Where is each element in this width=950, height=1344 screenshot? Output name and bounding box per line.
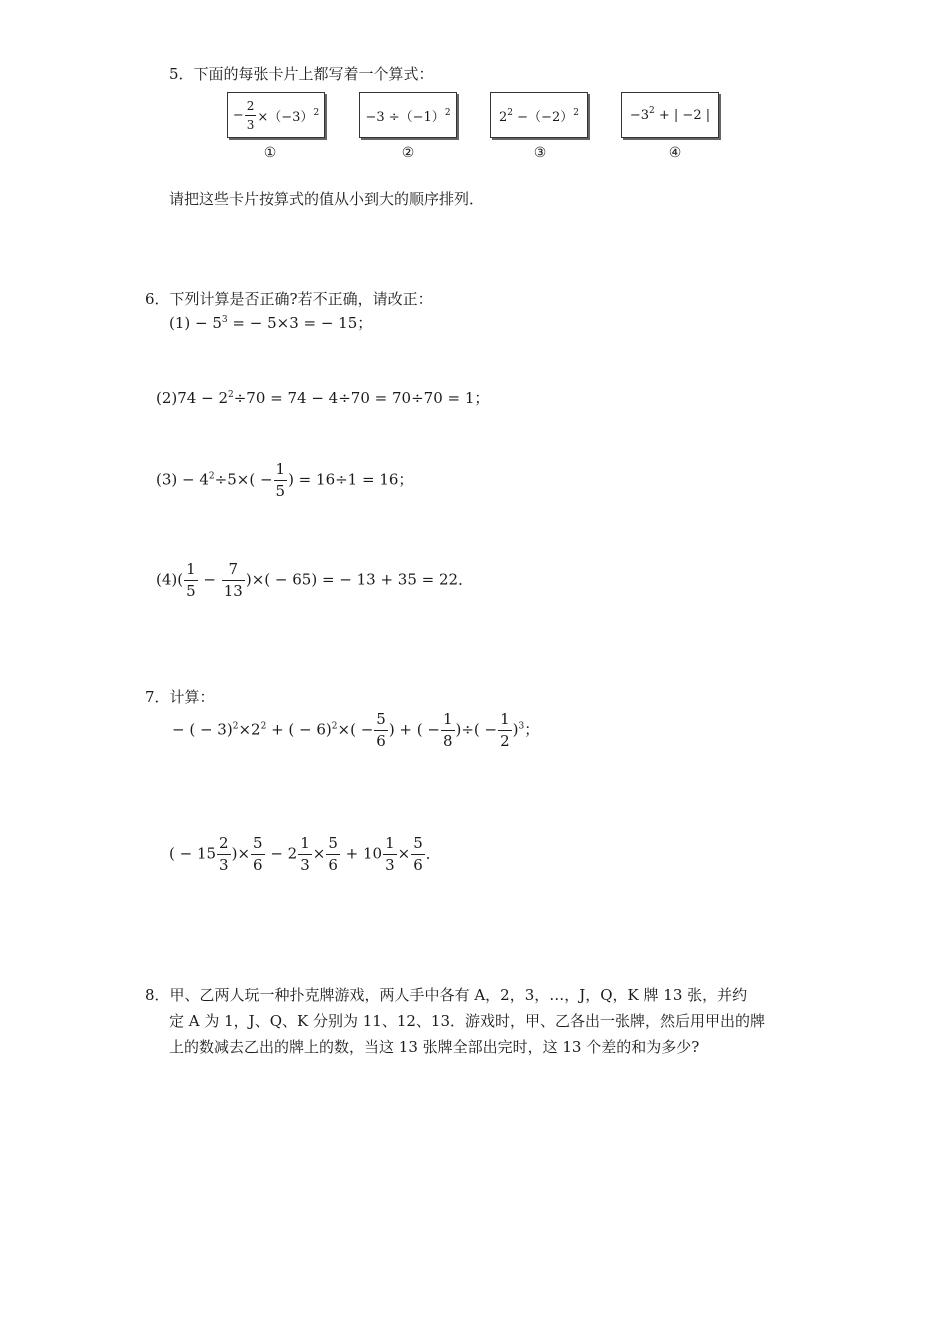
q6-item-4: (4)( $\frac{1}{5}$ − $\frac{7}{13}$ )×( − 65) = − 13 + 35 = 22．	[156, 560, 474, 600]
card-label-4: ④	[668, 145, 682, 161]
q7-prompt: 7．计算：	[145, 688, 215, 706]
q5-instruction: 请把这些卡片按算式的值从小到大的顺序排列．	[169, 190, 485, 208]
card-2: $-3 \div(-1)^2$	[359, 92, 457, 138]
q6-item-1: $(1) - 5^3$ = − 5×3 = − 15；	[169, 314, 373, 332]
q5-prompt: 5．下面的每张卡片上都写着一个算式：	[169, 65, 434, 83]
card-label-2: ②	[401, 145, 415, 161]
q6-item-3-label: (3)	[156, 470, 178, 489]
q6-item-3: $(3) - 4^2\div 5\times$( − $\frac{1}{5}$ ) = 16÷1 = 16；	[156, 460, 414, 500]
card-label-3: ③	[533, 145, 547, 161]
card-1: − $\frac{2}{3}$ $\times(-3)^2$	[227, 92, 325, 138]
q7-expression-2: ( − 15 $\frac{2}{3}$ )× $\frac{5}{6}$ − 2 $\frac{1}{3}$ × $\frac{5}{6}$ + 10 $\frac{1}{3}$ × $\frac{5}{6}$ ．	[169, 834, 441, 874]
q6-prompt: 6．下列计算是否正确?若不正确，请改正：	[145, 290, 433, 308]
q6-item-2: $(2)74 - 2^2\div 70 = 74 - 4\div 70 = 70\div 70 = 1$；	[156, 389, 490, 407]
q6-item-1-label: (1)	[169, 314, 191, 332]
q6-item-4-label: (4)	[156, 570, 178, 589]
card-label-1: ①	[263, 145, 277, 161]
q8-line-1: 8．甲、乙两人玩一种扑克牌游戏，两人手中各有 A，2，3，…，J，Q，K 牌 13 张，并约	[145, 986, 748, 1004]
q8-line-2: 定 A 为 1，J、Q、K 分别为 11、12、13．游戏时，甲、乙各出一张牌，然后用甲出的牌	[169, 1012, 765, 1030]
card-3: $2^2 -(-2)^2$	[490, 92, 588, 138]
q7-expression-1: − ( − $3)^2\times 2^2$ + ( − 6)$^2$×( − $\frac{5}{6}$ ) + ( − $\frac{1}{8}$ )÷( − $\frac{1}{2}$ )$^3$；	[172, 710, 540, 750]
q8-line-3: 上的数减去乙出的牌上的数，当这 13 张牌全部出完时，这 13 个差的和为多少?	[169, 1038, 700, 1056]
q6-item-2-label: (2)	[156, 389, 178, 407]
card-4: $-3^2$ + | −2 |	[621, 92, 719, 138]
